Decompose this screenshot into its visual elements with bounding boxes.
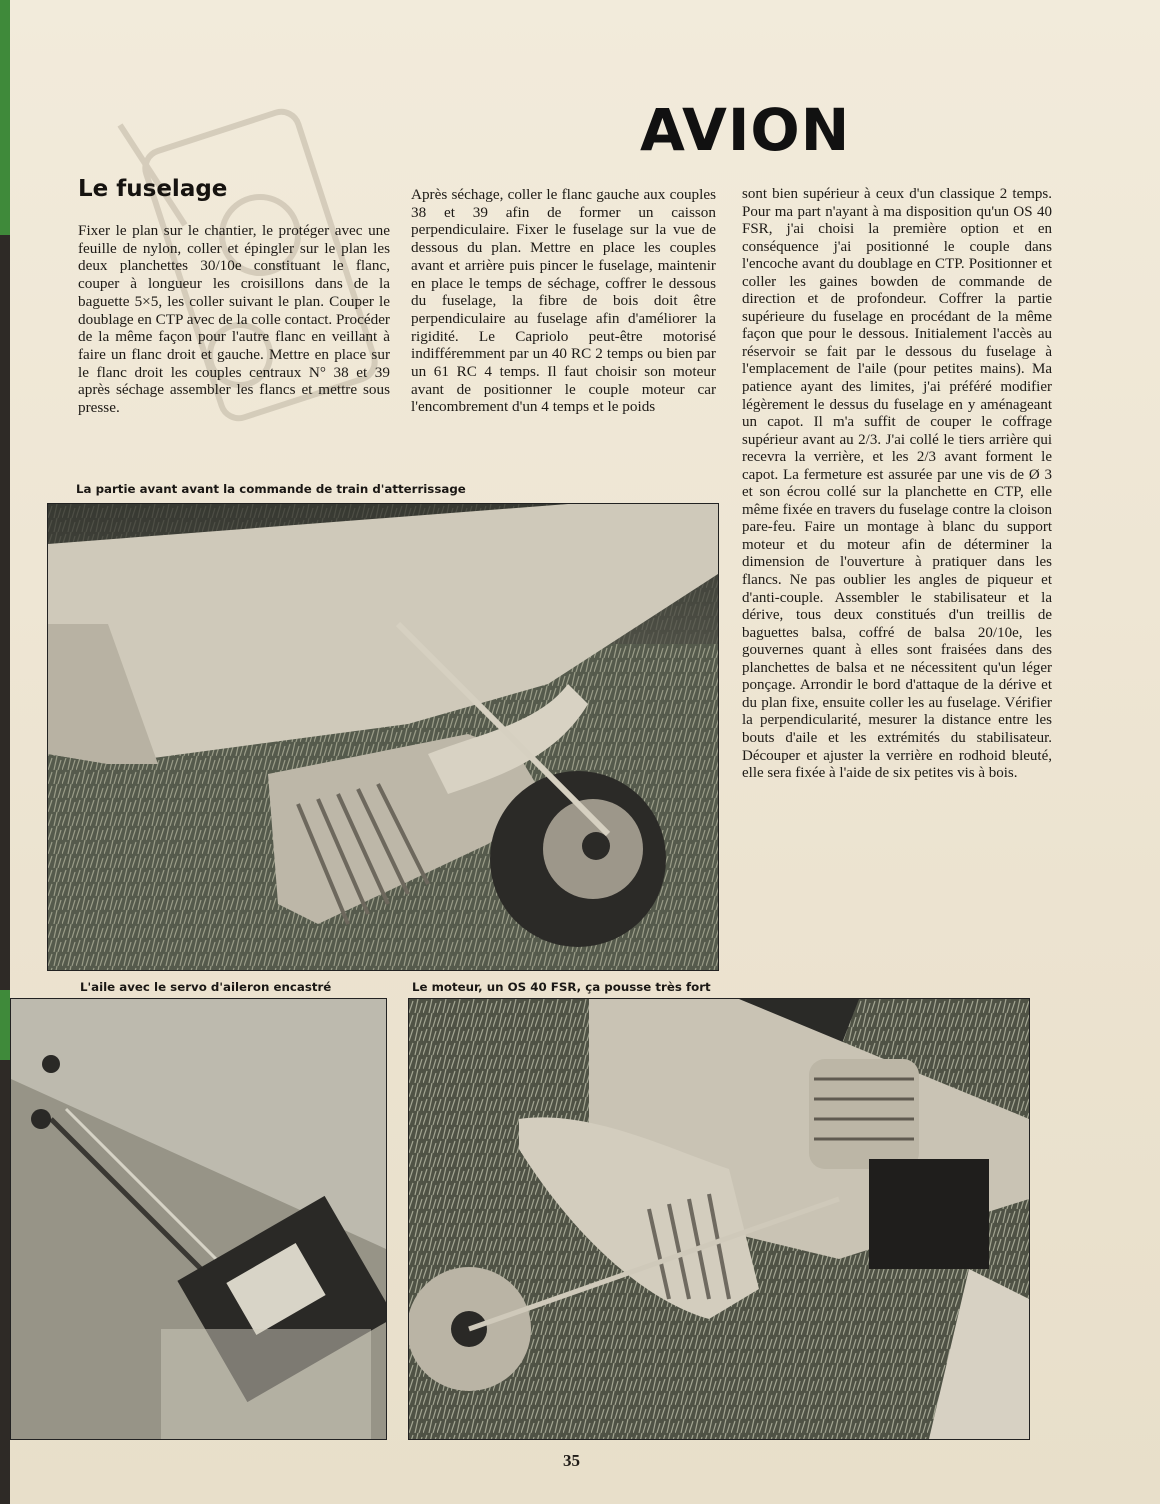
page-number: 35 (563, 1451, 580, 1470)
photo-fuselage-front (47, 503, 719, 971)
text-column-3: sont bien supérieur à ceux d'un classique 2 temps. Pour ma part n'ayant à ma disposition qu'un OS 40 FSR, j'ai choisi la première option et en conséquence j'ai positionné le couple dans l'encoche avant du doublage en CTP. Positionner et coller les gaines bowden de commande de direction et de profondeur. Coffrer la partie supérieure du fuselage en procédant de la même façon que pour le dessous. Initialement l'accès au réservoir se fait par le dessous du fuselage à l'emplacement de l'aile (pour petites mains). Ma patience ayant des limites, j'ai préféré modifier légèrement le dessus du fuselage en y aménageant un capot. Il m'a suffit de couper le coffrage supérieur avant au 2/3. J'ai collé le tiers arrière qui recevra la verrière, et les 2/3 avant forment le capot. La fermeture est assurée par une vis de Ø 3 et son écrou collé sur la planchette en CTP, elle même fixée en travers du fuselage contre la cloison pare-feu. Faire un montage à blanc du support moteur et du moteur afin de déterminer la dimension de l'ouverture à pratiquer dans les flancs. Ne pas oublier les angles de piqueur et d'anti-couple. Assembler le stabilisateur et la dérive, tous deux constitués d'un treillis de baguettes balsa, coffré de balsa 20/10e, les gouvernes quant à elles sont fraisées dans des planchettes de balsa et ne nécessitent qu'un léger ponçage. Arrondir le bord d'attaque de la dérive et du plan fixe, ensuite coller les au fuselage. Vérifier la perpendicularité, mesurer la distance entre les bouts d'aile et les extrémités du stabilisateur. Découper et ajuster la verrière en rodhoid bleuté, elle sera fixée à l'aide de six petites vis à bois. (742, 186, 1052, 782)
photo-engine (408, 998, 1030, 1440)
article-heading: Le fuselage (78, 176, 228, 202)
photo-caption-engine: Le moteur, un OS 40 FSR, ça pousse très fort (412, 980, 711, 994)
photo-engine-drawing (409, 999, 1029, 1439)
section-title: AVION (640, 96, 851, 164)
text-column-2: Après séchage, coller le flanc gauche aux couples 38 et 39 afin de former un caisson perpendiculaire. Fixer le fuselage sur la vue de dessous du plan. Mettre en place les couples avant et arrière puis pincer le fuselage, maintenir en place le temps de séchage, coffrer le dessous du fuselage, la fibre de bois doit être perpendiculaire au fuselage afin d'améliorer la rigidité. Le Capriolo peut-être motorisé indifféremment par un 40 RC 2 temps ou bien par un 61 RC 4 temps. Il faut choisir son moteur avant de positionner le couple moteur car l'encombrement d'un 4 temps et le poids (411, 186, 716, 416)
photo-fuselage-front-drawing (48, 504, 718, 970)
binding-edge-green-bottom (0, 990, 10, 1060)
photo-caption-front: La partie avant avant la commande de train d'atterrissage (76, 482, 466, 496)
text-column-1: Fixer le plan sur le chantier, le protéger avec une feuille de nylon, coller et épingler sur le plan les deux planchettes 30/10e constituant le flanc, couper à longueur les croisillons dans de la baguette 5×5, les coller suivant le plan. Couper le doublage en CTP avec de la colle contact. Procéder de la même façon pour l'autre flanc en veillant à faire un flanc droit et gauche. Mettre en place sur le flanc droit les couples centraux N° 38 et 39 après séchage assembler les flancs et mettre sous presse. (78, 222, 390, 417)
photo-wing-servo-drawing (11, 999, 386, 1439)
photo-caption-wing: L'aile avec le servo d'aileron encastré (80, 980, 332, 994)
binding-edge-green-top (0, 0, 10, 235)
binding-edge (0, 0, 10, 1504)
photo-wing-servo (10, 998, 387, 1440)
